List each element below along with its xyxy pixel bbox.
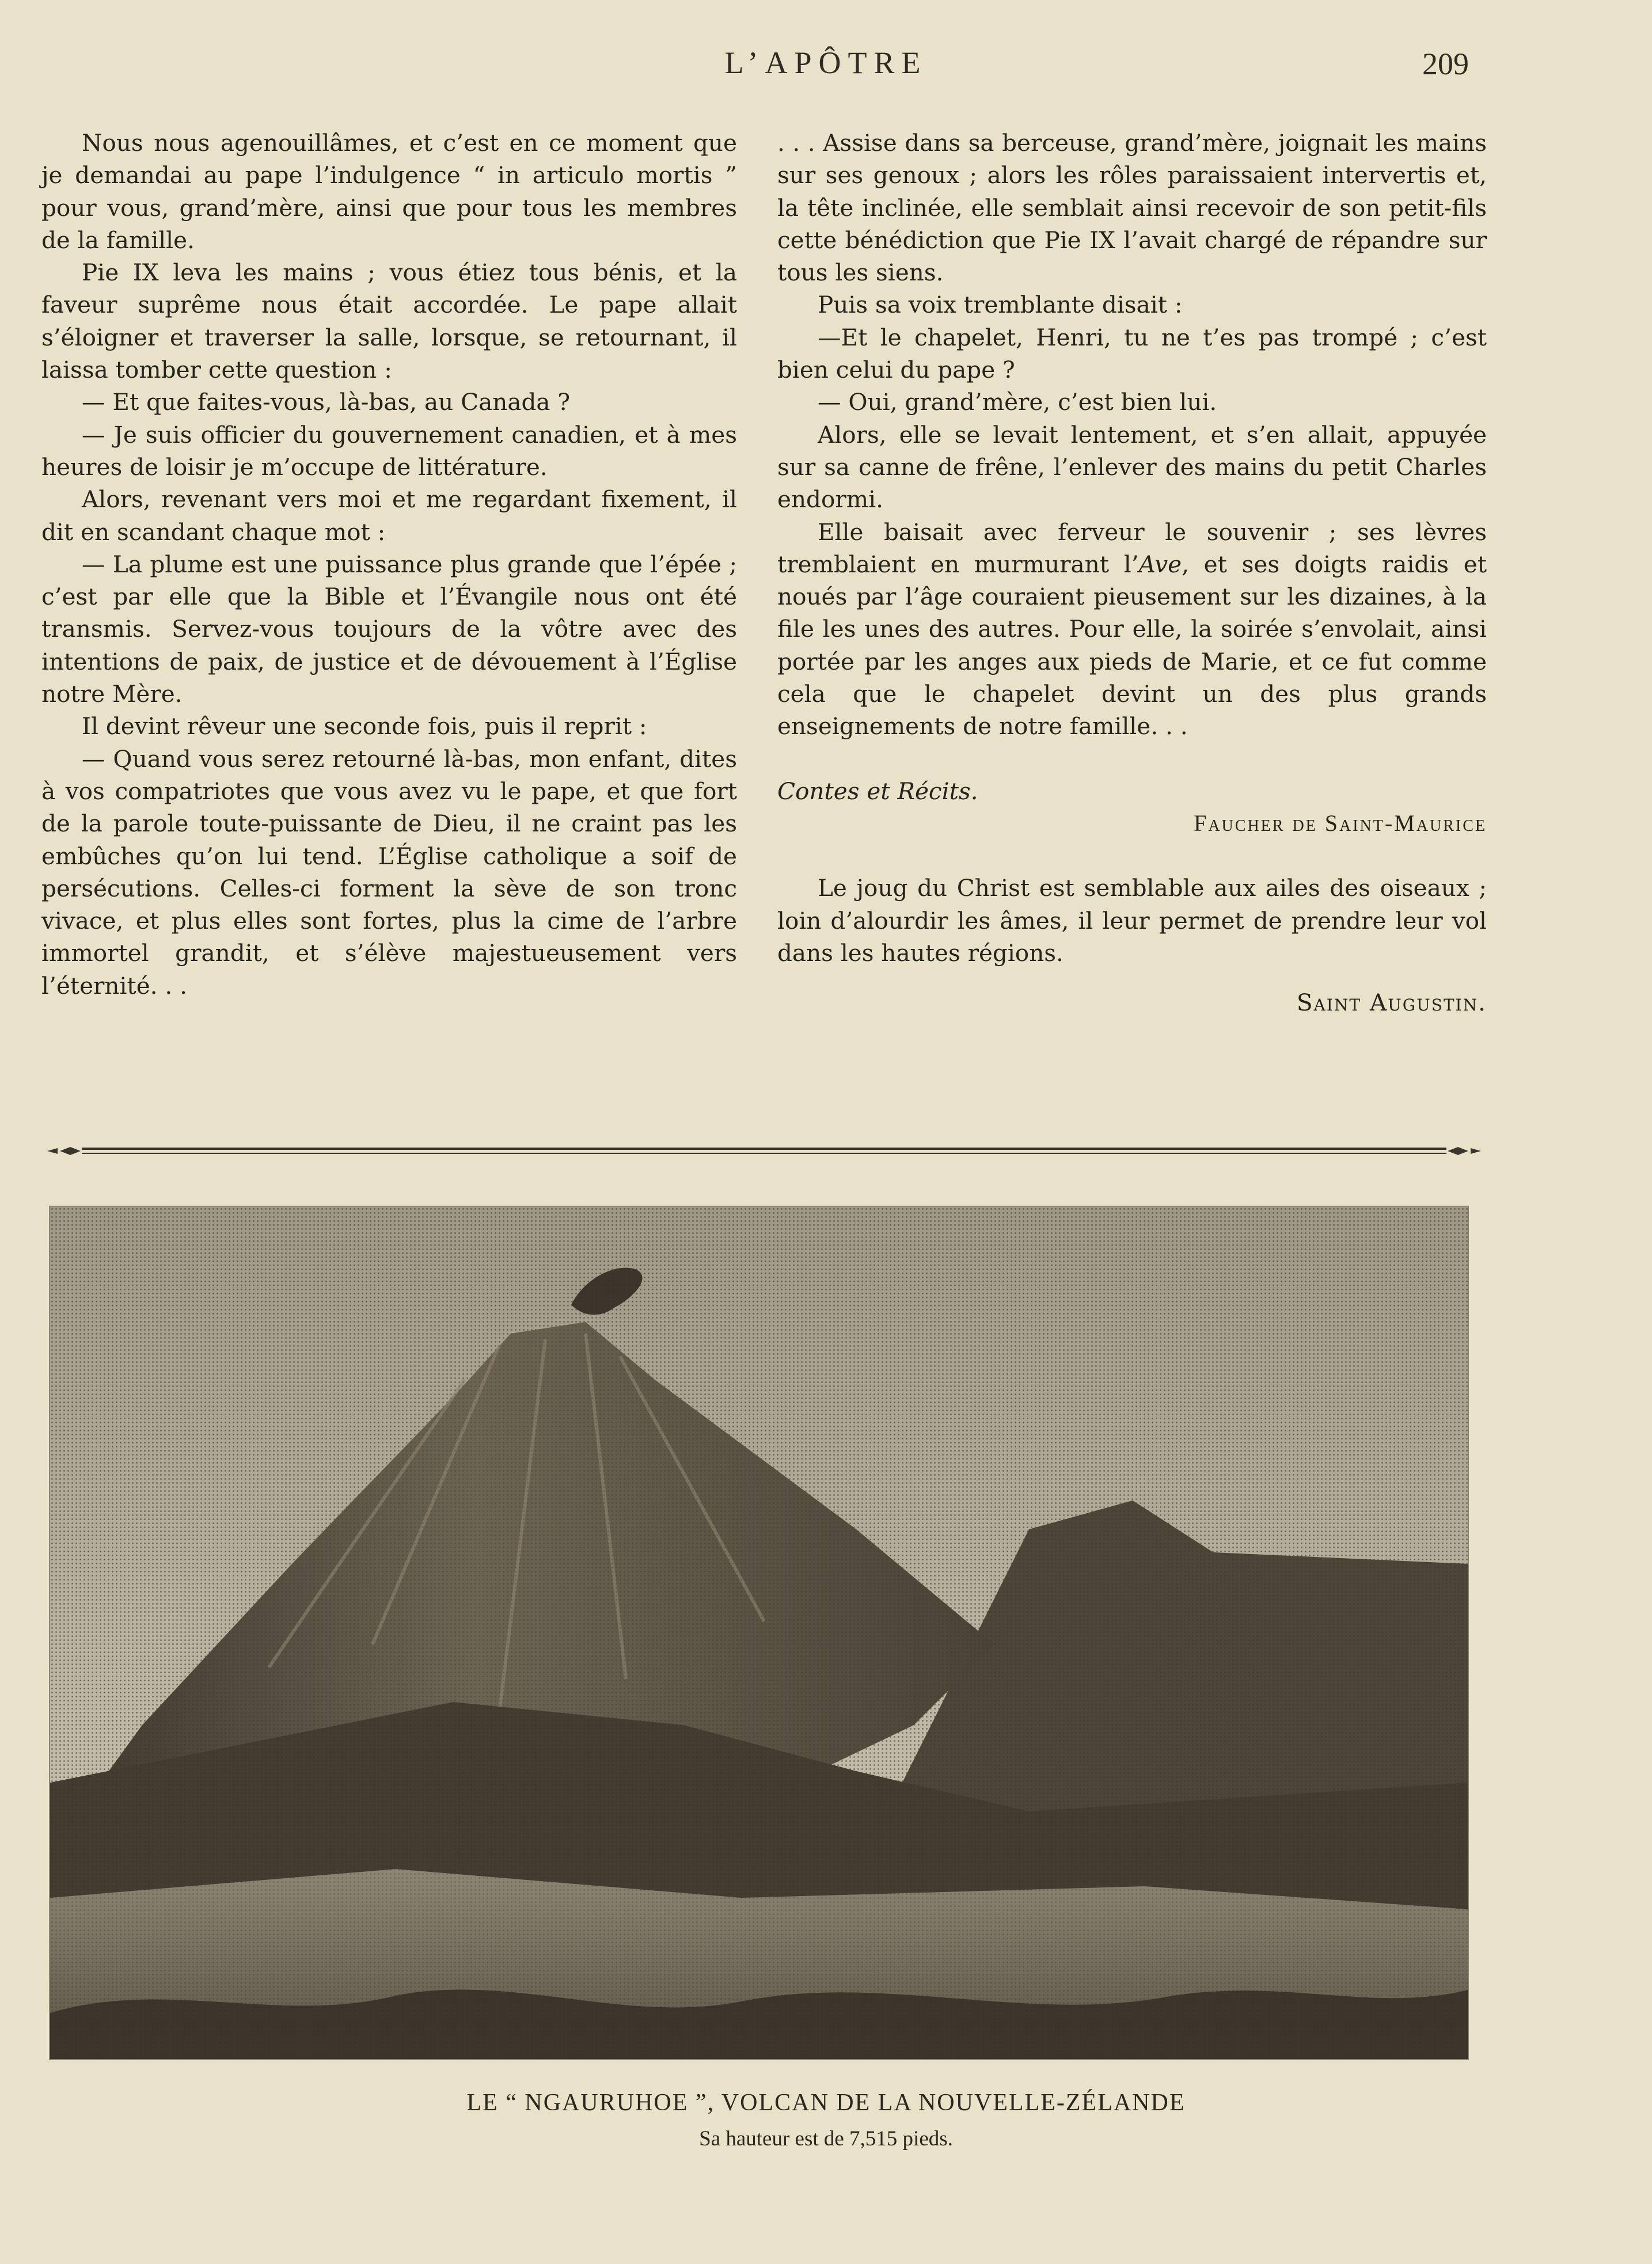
paragraph: . . . Assise dans sa berceuse, grand’mère, joignait les mains sur ses genoux ; alors les rôles paraissaient intervertis et, la tête inclinée, elle semblait ainsi recevoir de son petit-fils cette bénédiction que Pie IX l’avait chargé de répandre sur tous les siens.: [777, 129, 1487, 287]
figure-caption-subtitle: Sa hauteur est de 7,515 pieds.: [699, 2127, 953, 2151]
ave-word: Ave: [1138, 550, 1182, 578]
paragraph: Pie IX leva les mains ; vous étiez tous bénis, et la faveur suprême nous était accordée. Le pape allait s’éloigner et traverser la salle, lorsque, se retournant, il laissa tomber cette question :: [41, 259, 737, 384]
quote-text: Le joug du Christ est semblable aux ailes des oiseaux ; loin d’alourdir les âmes, il leur permet de prendre leur vol dans les hautes régions.: [777, 874, 1487, 967]
ornamental-rule: [47, 1142, 1481, 1160]
page-number: 209: [1422, 47, 1469, 81]
source-citation: Contes et Récits.: [777, 777, 978, 805]
paragraph: Alors, elle se levait lentement, et s’en allait, appuyée sur sa canne de frêne, l’enlever des mains du petit Charles endormi.: [777, 420, 1487, 514]
dialogue-line: — Quand vous serez retourné là-bas, mon enfant, dites à vos compatriotes que vous avez vu le pape, et que fort de la parole toute-puissante de Dieu, il ne craint pas les embûches qu’on lui tend. L’Église catholique a soif de persécutions. Celles-ci forment la sève de son tronc vivace, et plus elles sont fortes, plus la cime de l’arbre immortel grandit, et s’élève majestueusement vers l’éternité. . .: [41, 744, 737, 1000]
running-title: L’APÔTRE: [724, 45, 928, 80]
right-column: [777, 127, 1487, 1019]
author-name: Faucher de Saint-Maurice: [1194, 810, 1487, 836]
dialogue-line: —Et le chapelet, Henri, tu ne t’es pas trompé ; c’est bien celui du pape ?: [777, 323, 1487, 384]
quote-author: Saint Augustin.: [1296, 989, 1487, 1017]
dialogue-line: — Je suis officier du gouvernement canadien, et à mes heures de loisir je m’occupe de littérature.: [41, 420, 737, 481]
dialogue-line: — Et que faites-vous, là-bas, au Canada ?: [82, 388, 571, 416]
dialogue-line: — Oui, grand’mère, c’est bien lui.: [818, 388, 1217, 416]
dialogue-line: — La plume est une puissance plus grande que l’épée ; c’est par elle que la Bible et l’Évangile nous ont été transmis. Servez-vous toujours de la vôtre avec des intentions de paix, de justice et de dévouement à l’Église notre Mère.: [41, 550, 737, 708]
paragraph: Puis sa voix tremblante disait :: [818, 291, 1183, 319]
paragraph-ave: [777, 516, 1487, 743]
paragraph: Il devint rêveur une seconde fois, puis il reprit :: [82, 712, 647, 740]
paragraph-ave-end: , et ses doigts raidis et noués par l’âge couraient pieusement sur les dizaines, à la file les unes des autres. Pour elle, la soirée s’envolait, ainsi portée par les anges aux pieds de Marie, et ce fut comme cela que le chapelet devint un des plus grands enseignements de notre famille. . .: [777, 550, 1487, 740]
paragraph: Alors, revenant vers moi et me regardant fixement, il dit en scandant chaque mot :: [41, 485, 737, 546]
paragraph: Nous nous agenouillâmes, et c’est en ce moment que je demandai au pape l’indulgence “ in articulo mortis ” pour vous, grand’mère, ainsi que pour tous les membres de la famille.: [41, 129, 737, 254]
volcano-photograph: [49, 1206, 1469, 2060]
left-column: [41, 127, 737, 1002]
paragraph-ave-start: Elle baisait avec ferveur le souvenir ; ses lèvres tremblaient en murmurant l’: [777, 518, 1487, 578]
figure-caption-title: LE “ NGAURUHOE ”, VOLCAN DE LA NOUVELLE-ZÉLANDE: [466, 2090, 1186, 2116]
